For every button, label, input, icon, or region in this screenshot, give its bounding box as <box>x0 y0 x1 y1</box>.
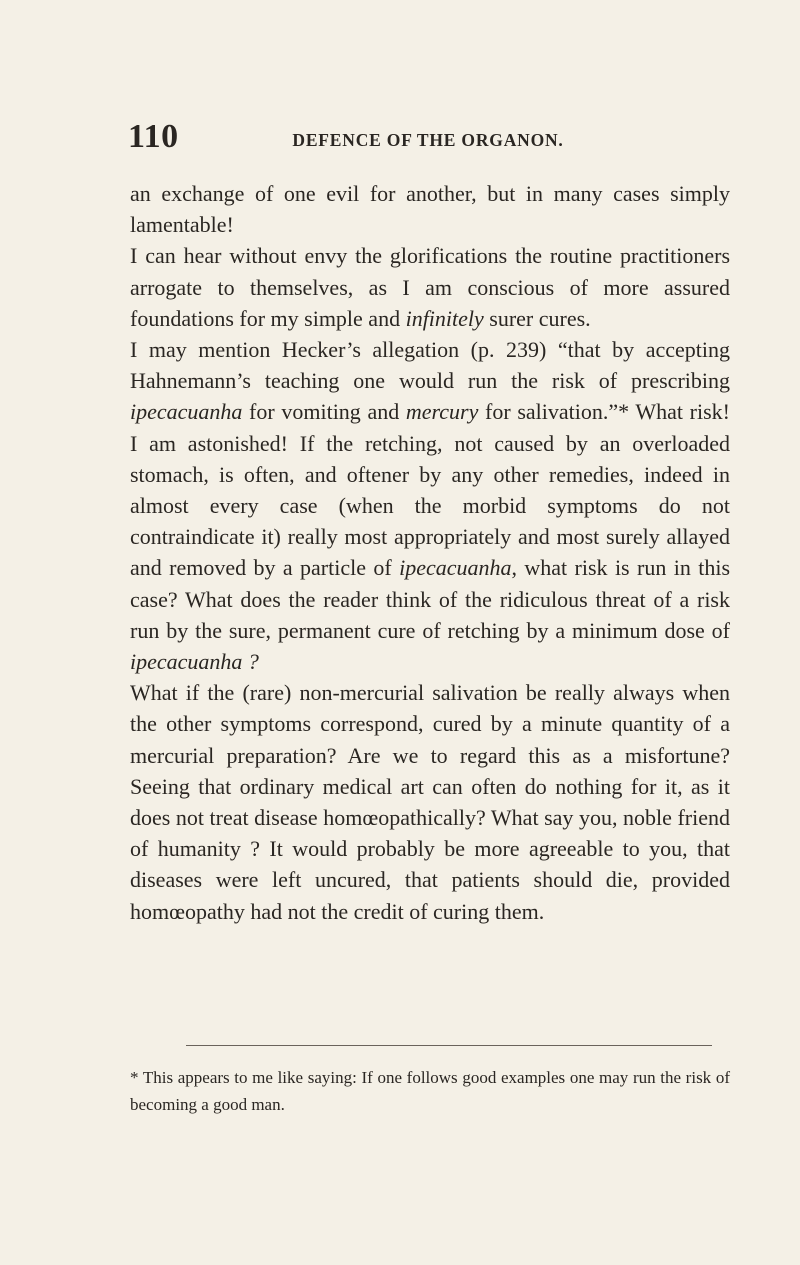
page-header <box>128 118 728 158</box>
footnote: * This appears to me like saying: If one follows good examples one may run the risk of becoming a good man. <box>130 1068 730 1114</box>
footnote-rule <box>186 1045 712 1046</box>
body-text <box>130 178 730 927</box>
paragraph-2: I can hear without envy the glorifications the routine practitioners arrogate to themselves, as I am conscious of more assured foundations for my simple and infinitely surer cures. <box>130 243 730 331</box>
page-number: 110 <box>128 118 179 155</box>
paragraph-4: What if the (rare) non-mercurial salivation be really always when the other symptoms correspond, cured by a minute quantity of a mercurial preparation? Are we to regard this as a misfortune? Seeing that ordinary medical art can often do nothing for it, as it does not treat disease homœopathically? What say you, noble friend of humanity ? It would probably be more agreeable to you, that diseases were left uncured, that patients should die, provided homœopathy had not the credit of curing them. <box>130 680 730 924</box>
paragraph-1: an exchange of one evil for another, but in many cases simply lamentable! <box>130 181 730 238</box>
running-title: DEFENCE OF THE ORGANON. <box>292 130 564 150</box>
paragraph-3: I may mention Hecker’s allegation (p. 239) “that by accepting Hahnemann’s teaching one would run the risk of prescribing ipecacuanha for vomiting and mercury for salivation.”* What risk! I am astonished! If the retching, not caused by an overloaded stomach, is often, and oftener by any other remedies, indeed in almost every case (when the morbid symptoms do not contraindicate it) really most appropriately and most surely allayed and removed by a particle of ipecacuanha, what risk is run in this case? What does the reader think of the ridiculous threat of a risk run by the sure, permanent cure of retching by a minimum dose of ipecacuanha ? <box>130 337 730 675</box>
